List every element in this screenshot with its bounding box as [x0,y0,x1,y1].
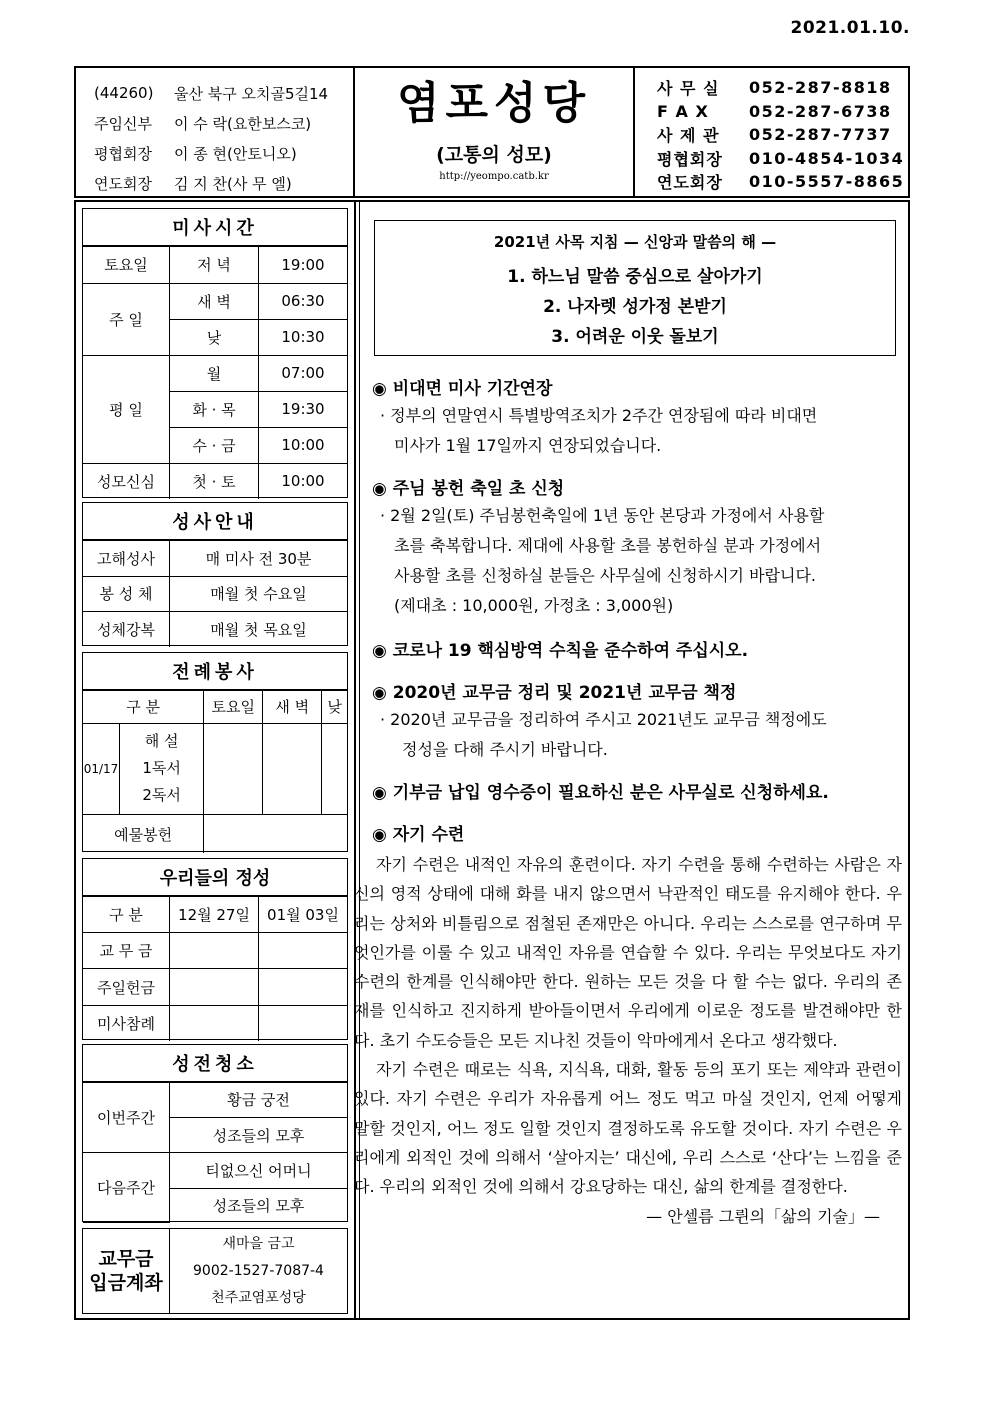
time-cell: 07:00 [259,355,348,391]
sacrament-table [83,541,347,647]
slot-cell: 새 벽 [170,283,259,319]
pastor-name: 이 수 락(요한보스코) [174,114,312,133]
bulletin-header [74,66,910,198]
contact-list [635,68,908,196]
empty-cell [170,969,259,1005]
sacrament-value: 매월 첫 수요일 [170,576,348,612]
slot-cell: 화 · 목 [170,391,259,427]
day-cell: 토요일 [83,247,170,283]
contact-yeondo [657,170,908,194]
notice-receipt [372,778,900,803]
notice-heading: ◉ 기부금 납입 영수증이 필요하신 분은 사무실로 신청하세요. [372,783,829,803]
slot-cell: 낮 [170,319,259,355]
account-holder: 천주교염포성당 [211,1289,306,1306]
notice-line: · 2020년 교무금을 정리하여 주시고 2021년도 교무금 책정에도 [380,710,827,729]
notice-candle [372,474,900,621]
liturgy-date: 01/17 [83,723,120,814]
empty-cell [204,723,263,814]
notice-heading: ◉ 2020년 교무금 정리 및 2021년 교무금 책정 [372,683,737,703]
week-label: 다음주간 [83,1153,170,1223]
account-label-1: 교무금 [98,1248,154,1270]
postal-code: (44260) [94,84,154,102]
notice-line: 초를 축복합니다. 제대에 사용할 초를 봉헌하실 분과 가정에서 [394,536,822,555]
group-cell: 성조들의 모후 [170,1117,348,1152]
notice-line: 정성을 다해 주시기 바랍니다. [402,740,608,759]
notice-line: 사용할 초를 신청하실 분들은 사무실에 신청하시기 바랍니다. [394,566,817,585]
cleaning-table [83,1083,347,1223]
offering-head: 구 분 [83,897,170,933]
notice-body [372,401,900,461]
contact-number: 052-287-6738 [749,101,892,121]
time-cell: 10:00 [259,463,348,499]
role-reading-2: 2독서 [142,786,181,805]
sacrament-value: 매월 첫 목요일 [170,612,348,647]
offering-head: 12월 27일 [170,897,259,933]
empty-cell [170,1005,259,1041]
sacrament-value: 매 미사 전 30분 [170,541,348,576]
yeondo-label: 연도회장 [94,174,152,193]
notice-dues [372,678,900,765]
role-reading-1: 1독서 [142,759,181,778]
group-cell: 성조들의 모후 [170,1188,348,1223]
offering-row-label: 주일헌금 [83,969,170,1005]
essay-text [354,850,902,1231]
offering-row-label: 교 무 금 [83,933,170,969]
notice-body [372,501,900,621]
notice-body [372,705,900,765]
pastor-row [94,108,353,138]
account-number: 9002-1527-7087-4 [193,1262,324,1279]
address: 울산 북구 오치골5길14 [174,84,329,103]
notice-line: 미사가 1월 17일까지 연장되었습니다. [394,436,662,455]
liturgy-roles [120,723,204,814]
notice-heading: ◉ 자기 수련 [372,825,465,845]
liturgy-box [82,652,348,852]
address-row [94,78,353,108]
account-label-2: 입금계좌 [89,1272,163,1294]
contact-number: 052-287-7737 [749,125,892,145]
offering-title: 우리들의 정성 [83,859,347,897]
notice-self-discipline [372,820,900,845]
contact-number: 010-4854-1034 [749,148,905,168]
yeondo-row [94,168,353,198]
day-cell: 주 일 [83,283,170,355]
bank-name: 새마을 금고 [222,1235,295,1252]
mass-times-box [82,208,348,498]
liturgy-head: 낮 [322,691,347,723]
contact-number: 010-5557-8865 [749,172,905,192]
offering-label: 예물봉헌 [83,815,204,853]
account-details [170,1229,348,1313]
slot-cell: 저 녁 [170,247,259,283]
group-cell: 티없으신 어머니 [170,1153,348,1188]
contact-label: 연도회장 [657,173,723,193]
slot-cell: 월 [170,355,259,391]
notice-line: · 정부의 연말연시 특별방역조치가 2주간 연장됨에 따라 비대면 [380,406,818,425]
empty-cell [259,1005,348,1041]
contact-fax [657,100,908,124]
liturgy-head: 새 벽 [263,691,322,723]
parish-info [76,68,355,196]
time-cell: 10:00 [259,427,348,463]
sacrament-label: 성체강복 [83,612,170,647]
council-row [94,138,353,168]
council-label: 평협회장 [94,144,152,163]
notice-online-mass [372,374,900,461]
offering-table [83,897,347,1041]
mass-times-title: 미사시간 [83,209,347,247]
liturgy-head: 토요일 [204,691,263,723]
essay-paragraph-1: 자기 수련은 내적인 자유의 훈련이다. 자기 수련을 통해 수련하는 사람은 자신의 영적 상태에 대해 화를 내지 않으면서 낙관적인 태도를 유지해야 한다. 우리는 상처와 비틀림으로 점철된 존재만은 아니다. 우리는 스스로를 연구하며 무엇인가를 이룰 수 있고 내적인 자유를 연습할 수 있다. 우리는 무엇보다도 자기 수련의 한계를 인식해야만 한다. 원하는 모든 것을 다 할 수는 없다. 우리의 존재를 인식하고 진지하게 받아들이면서 우리에게 이로운 정도를 발견해야만 한다. 초기 수도승들은 모든 지나친 것들이 악마에게서 온다고 생각했다. [354,855,902,1050]
empty-cell [263,723,322,814]
sacrament-title: 성사안내 [83,503,347,541]
church-name: 염포성당 [396,78,591,129]
slot-cell: 첫 · 토 [170,463,259,499]
day-cell: 성모신심 [83,463,170,499]
liturgy-head: 구 분 [83,691,204,723]
empty-cell [204,815,347,853]
time-cell: 06:30 [259,283,348,319]
role-commentary: 해 설 [144,732,179,751]
parish-title-block [355,68,635,196]
day-cell: 평 일 [83,355,170,463]
account-box [82,1228,348,1314]
notice-heading: ◉ 주님 봉헌 축일 초 신청 [372,479,565,499]
empty-cell [259,933,348,969]
sacrament-label: 고해성사 [83,541,170,576]
contact-label: 평협회장 [657,149,723,169]
goal-item-2: 2. 나자렛 성가정 본받기 [543,297,727,317]
time-cell: 19:00 [259,247,348,283]
notice-heading: ◉ 코로나 19 핵심방역 수칙을 준수하여 주십시오. [372,641,749,661]
group-cell: 황금 궁전 [170,1083,348,1117]
liturgy-table [83,691,347,853]
council-name: 이 종 현(안토니오) [174,144,297,163]
essay-source: — 안셀름 그륀의「삶의 기술」— [646,1206,880,1226]
sacrament-label: 봉 성 체 [83,576,170,612]
contact-number: 052-287-8818 [749,78,892,98]
account-table [83,1229,347,1313]
website-link[interactable]: http://yeompo.catb.kr [439,171,549,182]
pastoral-goal-box [374,220,896,356]
goal-title: 2021년 사목 지침 — 신앙과 말씀의 해 — [493,233,777,251]
yeondo-name: 김 지 찬(사 무 엘) [174,174,292,193]
cleaning-box [82,1044,348,1222]
empty-cell [259,969,348,1005]
time-cell: 19:30 [259,391,348,427]
contact-label: F A X [657,101,709,121]
notice-heading: ◉ 비대면 미사 기간연장 [372,379,553,399]
time-cell: 10:30 [259,319,348,355]
notice-line: · 2월 2일(토) 주님봉헌축일에 1년 동안 본당과 가정에서 사용할 [380,506,825,525]
contact-rectory [657,123,908,147]
cleaning-title: 성전청소 [83,1045,347,1083]
bulletin-body [74,200,910,1320]
empty-cell [170,933,259,969]
contact-label: 사 제 관 [657,126,720,146]
church-subtitle: (고통의 성모) [436,144,552,166]
account-label [83,1229,170,1313]
mass-times-table [83,247,347,499]
empty-cell [322,723,347,814]
contact-council [657,147,908,171]
goal-item-3: 3. 어려운 이웃 돌보기 [551,327,719,347]
slot-cell: 수 · 금 [170,427,259,463]
sacrament-box [82,502,348,646]
offering-head: 01월 03일 [259,897,348,933]
contact-office [657,76,908,100]
pastor-label: 주임신부 [94,114,152,133]
issue-date: 2021.01.10. [790,18,910,38]
offering-box [82,858,348,1040]
notice-covid [372,636,900,661]
goal-item-1: 1. 하느님 말씀 중심으로 살아가기 [507,267,763,287]
essay-paragraph-2: 자기 수련은 때로는 식욕, 지식욕, 대화, 활동 등의 포기 또는 제약과 관련이 있다. 자기 수련은 우리가 자유롭게 어느 정도 먹고 마실 것인지, 언제 어떻게 말할 것인지, 어느 정도 일할 것인지 결정하도록 유도할 것이다. 자기 수련은 우리에게 외적인 것에 의해서 ‘살아지는’ 대신에, 우리 스스로 ‘산다’는 느낌을 준다. 우리의 외적인 것에 의해서 강요당하는 대신, 삶의 한계를 결정한다. [354,1060,902,1197]
offering-row-label: 미사참례 [83,1005,170,1041]
liturgy-title: 전례봉사 [83,653,347,691]
week-label: 이번주간 [83,1083,170,1153]
notice-line: (제대초 : 10,000원, 가정초 : 3,000원) [394,596,674,615]
contact-label: 사 무 실 [657,79,720,99]
